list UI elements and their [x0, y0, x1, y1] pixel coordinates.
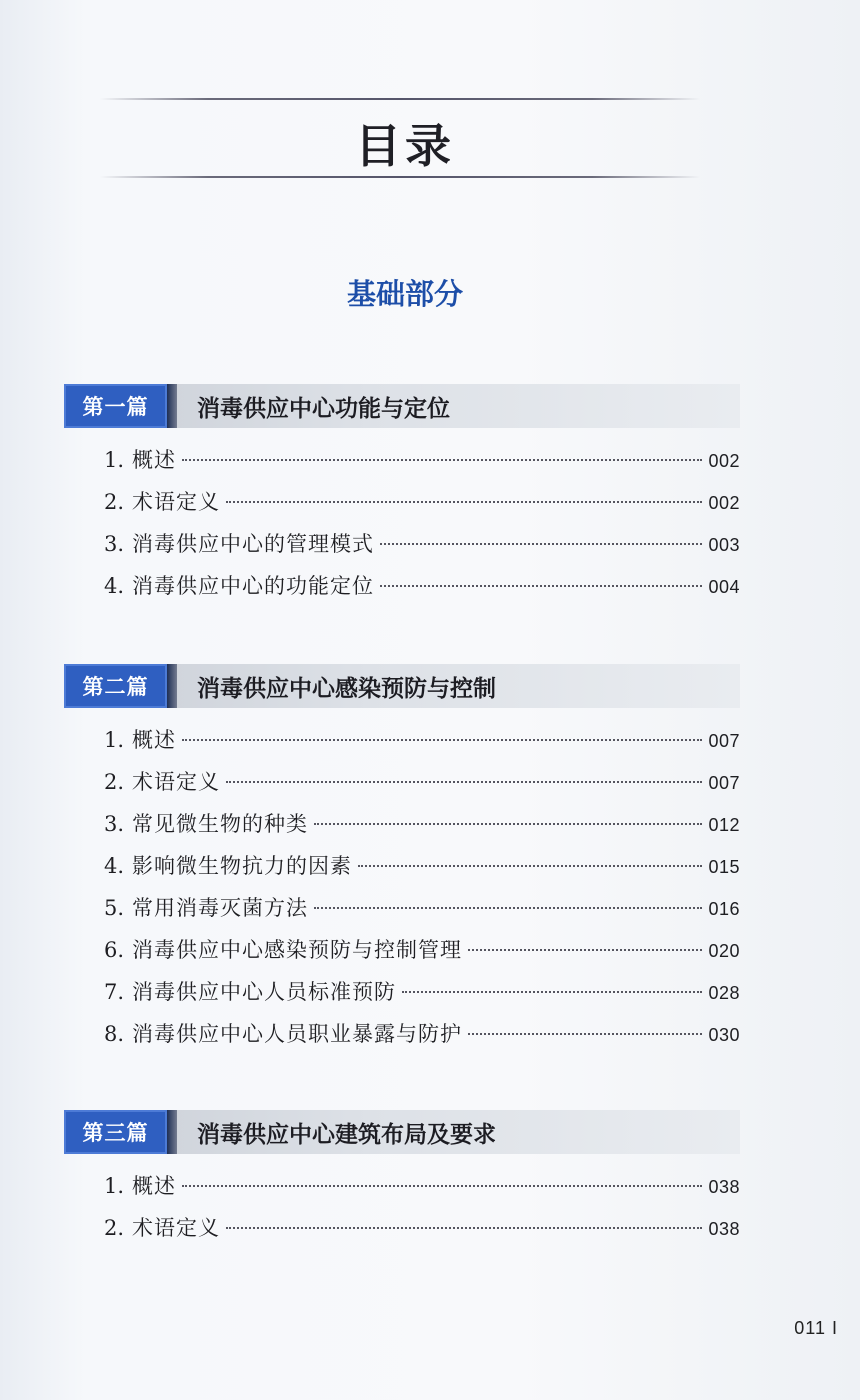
chapter-header — [64, 384, 740, 428]
toc-entry-page: 002 — [708, 493, 740, 513]
dot-leader — [380, 543, 702, 545]
toc-entry-number: 1. — [104, 448, 125, 472]
toc-entry[interactable] — [64, 934, 740, 976]
toc-entry-page: 012 — [708, 815, 740, 835]
toc-list — [64, 724, 740, 1060]
toc-entry-number: 1. — [104, 728, 125, 752]
toc-entry-page: 030 — [708, 1025, 740, 1045]
dot-leader — [314, 823, 702, 825]
toc-entry-number: 2. — [104, 1216, 125, 1240]
toc-entry[interactable] — [64, 444, 740, 486]
dot-leader — [314, 907, 702, 909]
toc-entry-title: 概述 — [132, 728, 177, 752]
toc-entry-page: 003 — [708, 535, 740, 555]
chapter-title: 消毒供应中心功能与定位 — [197, 395, 450, 422]
toc-entry-number: 1. — [104, 1174, 125, 1198]
toc-entry-number: 2. — [104, 770, 125, 794]
chapter-title: 消毒供应中心感染预防与控制 — [197, 675, 496, 702]
toc-entry-title: 消毒供应中心的功能定位 — [132, 574, 375, 598]
toc-entry[interactable] — [64, 976, 740, 1018]
page-title: 目录 — [355, 119, 455, 173]
toc-entry-title: 消毒供应中心人员标准预防 — [132, 980, 397, 1004]
toc-entry[interactable] — [64, 1018, 740, 1060]
toc-entry-title: 影响微生物抗力的因素 — [132, 854, 353, 878]
title-bottom-rule — [100, 176, 700, 178]
toc-entry-number: 3. — [104, 532, 125, 556]
toc-entry-page: 002 — [708, 451, 740, 471]
toc-entry-title: 术语定义 — [132, 490, 221, 514]
toc-entry[interactable] — [64, 808, 740, 850]
part-title: 基础部分 — [346, 277, 463, 311]
toc-entry-title: 术语定义 — [132, 1216, 221, 1240]
toc-list — [64, 1170, 740, 1254]
toc-entry-title: 概述 — [132, 1174, 177, 1198]
toc-entry[interactable] — [64, 892, 740, 934]
toc-entry-number: 7. — [104, 980, 125, 1004]
dot-leader — [402, 991, 702, 993]
toc-entry-page: 015 — [708, 857, 740, 877]
toc-entry[interactable] — [64, 528, 740, 570]
dot-leader — [358, 865, 702, 867]
toc-entry-title: 常用消毒灭菌方法 — [132, 896, 309, 920]
chapter-tag: 第一篇 — [64, 384, 167, 428]
toc-entry-title: 消毒供应中心人员职业暴露与防护 — [132, 1022, 463, 1046]
page-number: 011 I — [794, 1318, 838, 1338]
toc-entry-number: 6. — [104, 938, 125, 962]
toc-entry-number: 2. — [104, 490, 125, 514]
toc-entry-number: 3. — [104, 812, 125, 836]
toc-entry-page: 038 — [708, 1177, 740, 1197]
dot-leader — [380, 585, 702, 587]
toc-entry-number: 8. — [104, 1022, 125, 1046]
chapter-1 — [64, 384, 740, 612]
chapter-2 — [64, 664, 740, 1060]
toc-list — [64, 444, 740, 612]
dot-leader — [468, 949, 702, 951]
toc-entry-title: 消毒供应中心的管理模式 — [132, 532, 375, 556]
dot-leader — [226, 501, 702, 503]
dot-leader — [226, 1227, 702, 1229]
toc-entry-page: 007 — [708, 773, 740, 793]
toc-entry-page: 007 — [708, 731, 740, 751]
toc-entry-page: 004 — [708, 577, 740, 597]
toc-entry[interactable] — [64, 850, 740, 892]
chapter-header — [64, 1110, 740, 1154]
chapter-3 — [64, 1110, 740, 1254]
toc-entry-page: 020 — [708, 941, 740, 961]
dot-leader — [468, 1033, 702, 1035]
toc-entry-page: 038 — [708, 1219, 740, 1239]
toc-entry-page: 016 — [708, 899, 740, 919]
toc-entry[interactable] — [64, 486, 740, 528]
toc-entry-number: 4. — [104, 574, 125, 598]
dot-leader — [182, 459, 702, 461]
toc-entry[interactable] — [64, 570, 740, 612]
toc-entry-title: 常见微生物的种类 — [132, 812, 309, 836]
toc-entry[interactable] — [64, 1212, 740, 1254]
dot-leader — [182, 739, 702, 741]
toc-entry[interactable] — [64, 766, 740, 808]
chapter-tag: 第三篇 — [64, 1110, 167, 1154]
toc-entry-number: 4. — [104, 854, 125, 878]
toc-entry-number: 5. — [104, 896, 125, 920]
toc-entry-title: 消毒供应中心感染预防与控制管理 — [132, 938, 463, 962]
toc-entry-title: 术语定义 — [132, 770, 221, 794]
dot-leader — [226, 781, 702, 783]
chapter-title: 消毒供应中心建筑布局及要求 — [197, 1121, 496, 1148]
toc-entry[interactable] — [64, 1170, 740, 1212]
dot-leader — [182, 1185, 702, 1187]
toc-entry-title: 概述 — [132, 448, 177, 472]
toc-entry-page: 028 — [708, 983, 740, 1003]
toc-entry[interactable] — [64, 724, 740, 766]
chapter-tag: 第二篇 — [64, 664, 167, 708]
chapter-header — [64, 664, 740, 708]
title-top-rule — [100, 98, 700, 100]
